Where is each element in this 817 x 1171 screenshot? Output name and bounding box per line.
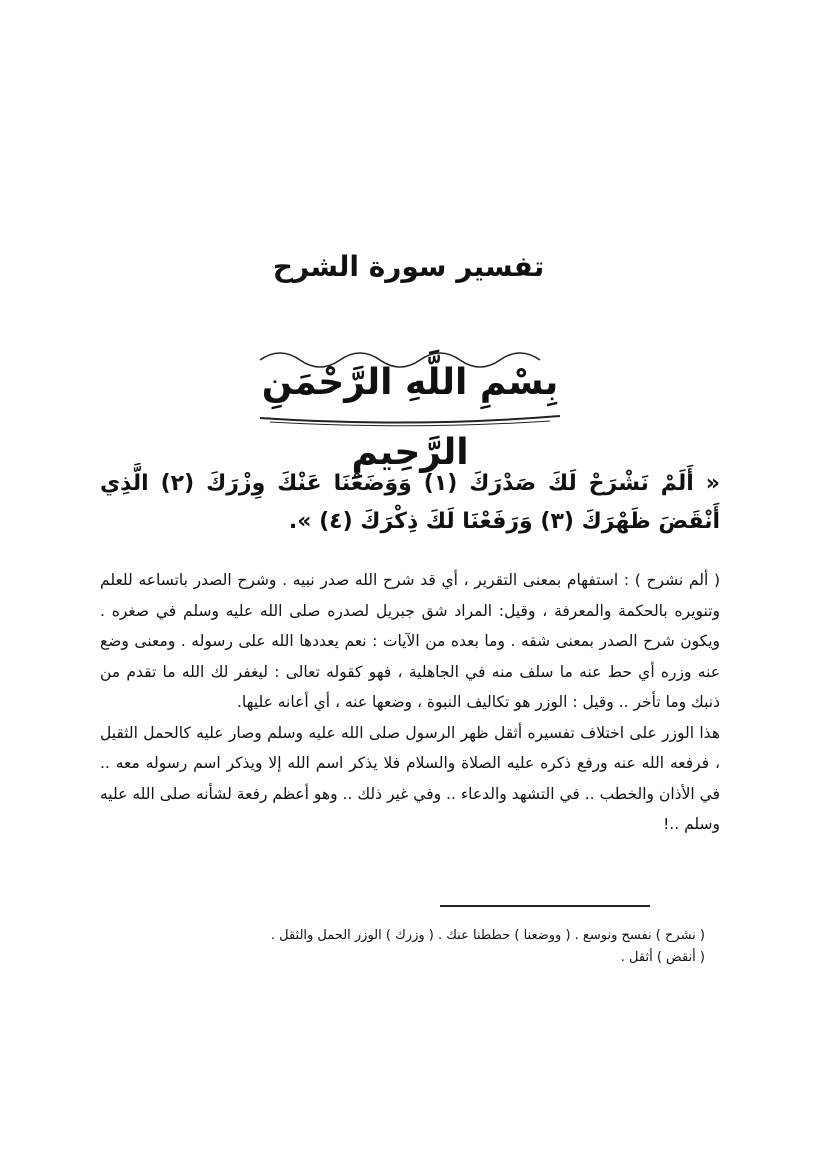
quran-verse: « أَلَمْ نَشْرَحْ لَكَ صَدْرَكَ (١) وَوَضَعْنَا عَنْكَ وِزْرَكَ (٢) الَّذِي أَنْقَضَ ظَهْرَكَ (٣) وَرَفَعْنَا لَكَ ذِكْرَكَ (٤) ». [100,471,720,534]
commentary-paragraph: ( ألم نشرح ) : استفهام بمعنى التقرير ، أي قد شرح الله صدر نبيه . وشرح الصدر باتساعه للعلم وتنويره بالحكمة والمعرفة ، وقيل: المراد شق جبريل لصدره صلى الله عليه وسلم في صغره . ويكون شرح الصدر بمعنى شقه . وما بعده من الآيات : نعم يعددها الله على رسوله . ومعنى وضع عنه وزره أي حط عنه ما سلف منه في الجاهلية ، فهو كقوله تعالى : ليغفر لك الله ما تقدم من ذنبك وما تأخر .. وقيل : الوزر هو تكاليف النبوة ، وضعها عنه ، أي أعانه عليها. [100,571,720,711]
footnote-line: ( نشرح ) نفسح ونوسع . ( ووضعنا ) حططنا عنك . ( وزرك ) الوزر الحمل والثقل . [270,928,705,943]
basmala: بِسْمِ اللَّهِ الرَّحْمَنِ الرَّحِيمِ [261,362,559,473]
basmala-calligraphy [240,338,580,473]
commentary-paragraph: هذا الوزر على اختلاف تفسيره أثقل ظهر الرسول صلى الله عليه وسلم وصار عليه كالحمل الثقيل ، فرفعه الله عنه ورفع ذكره عليه الصلاة والسلام فلا يذكر اسم الله إلا ويذكر اسم رسوله معه .. في الأذان والخطب .. في التشهد والدعاء .. وفي غير ذلك .. وهو أعظم رفعة لشأنه صلى الله عليه وسلم ..! [100,723,720,833]
footnotes [115,925,705,969]
footnote-line: ( أنقض ) أثقل . [620,950,705,965]
footnote-divider [440,905,650,907]
page-title: تفسير سورة الشرح [272,250,545,283]
commentary [100,565,720,840]
